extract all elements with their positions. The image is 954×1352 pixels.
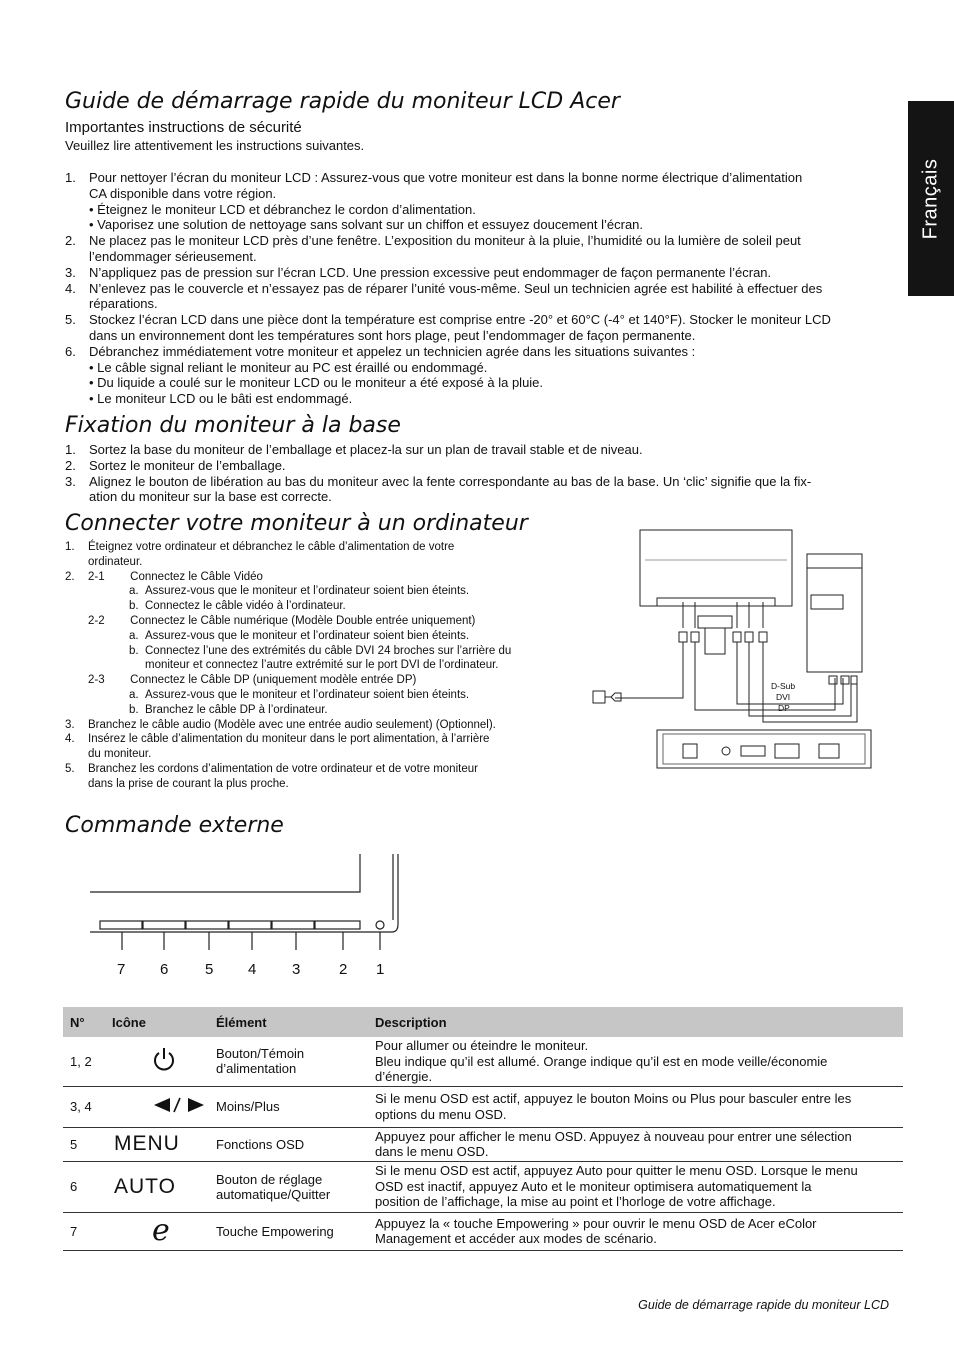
connect-line-number: 3.: [65, 718, 75, 731]
safety-item-line: Pour nettoyer l’écran du moniteur LCD : Assurez-vous que votre moniteur est dans la bonne norme électrique d’alimentation: [89, 170, 803, 185]
row-element-line: Touche Empowering: [216, 1223, 334, 1239]
row-description-line: Management et accéder aux modes de scénario.: [375, 1231, 657, 1246]
controls-table: [63, 1007, 903, 1251]
button-number-2: 2: [339, 961, 348, 978]
table-row: [63, 1161, 903, 1212]
connect-line-number: 5.: [65, 762, 75, 775]
fixation-item-number: 3.: [65, 473, 76, 489]
minus-plus-icon: [152, 1096, 208, 1117]
fixation-item-number: 1.: [65, 442, 76, 457]
dvi-label: DVI: [776, 692, 791, 702]
row-description-line: OSD est inactif, appuyez Auto et le moniteur optimisera automatiquement la: [375, 1178, 812, 1194]
monitor-back-panel: [640, 530, 792, 606]
fixation-item-number: 2.: [65, 457, 76, 473]
safety-item-line: Stockez l’écran LCD dans une pièce dont la température est comprise entre -20° et 60°C (-4° et 140°F). Stocker le moniteur LCD: [89, 312, 831, 328]
safety-item-number: 6.: [65, 343, 76, 359]
connect-line-text: Assurez-vous que le moniteur et l’ordinateur soient bien éteints.: [145, 629, 470, 642]
connect-line-number: 2.: [65, 570, 75, 583]
row-element-line: Bouton/Témoin: [216, 1046, 305, 1062]
row-description-line: dans le menu OSD.: [375, 1144, 489, 1159]
connect-line-text: Assurez-vous que le moniteur et l’ordinateur soient bien éteints.: [145, 585, 470, 598]
row-description-line: Bleu indique qu’il est allumé. Orange indique qu’il est en mode veille/économie: [375, 1053, 828, 1069]
row-description-line: Appuyez la « touche Empowering » pour ouvrir le menu OSD de Acer eColor: [375, 1215, 817, 1231]
safety-item-line: N’enlevez pas le couvercle et n’essayez pas de réparer l’unité vous-même. Seul un technicien agrée est habilité à effectuer des: [89, 280, 823, 296]
safety-list: [65, 170, 895, 407]
connect-line-number: 1.: [65, 541, 75, 553]
row-element-line: Bouton de réglage: [216, 1171, 323, 1187]
button-number-4: 4: [248, 961, 257, 978]
page-title: Guide de démarrage rapide du moniteur LCD Acer: [65, 89, 620, 114]
empowering-icon: e: [152, 1213, 170, 1248]
connect-list: [65, 540, 565, 792]
fixation-item-line: ation du moniteur sur la base est correcte.: [89, 489, 332, 505]
row-description-line: Si le menu OSD est actif, appuyez le bouton Moins ou Plus pour basculer entre les: [375, 1091, 852, 1106]
connect-line: [65, 673, 565, 688]
commande-heading: Commande externe: [65, 813, 284, 838]
safety-item-number: 3.: [65, 264, 76, 280]
row-icon-cell: [105, 1212, 209, 1250]
connect-line: [65, 703, 565, 718]
safety-item: [65, 281, 895, 313]
row-description-line: d’énergie.: [375, 1069, 433, 1084]
connect-line-text: 2-2 Connectez le Câble numérique (Modèle Double entrée uniquement): [88, 614, 476, 627]
safety-item-line: Ne placez pas le moniteur LCD près d’une fenêtre. L’exposition du moniteur à la pluie, l’humidité ou la lumière de soleil peut: [89, 233, 801, 249]
connect-line: [65, 718, 565, 733]
button-number-1: 1: [376, 961, 385, 978]
row-number: 3, 4: [70, 1099, 92, 1114]
pc-tower: [807, 554, 862, 672]
dsub-label: D-Sub: [771, 681, 796, 691]
connect-line-text: Éteignez votre ordinateur et débranchez le câble d’alimentation de votre: [88, 541, 455, 553]
safety-item: [65, 312, 895, 344]
safety-item-line: • Le moniteur LCD ou le bâti est endommagé.: [89, 391, 353, 407]
connect-line: [65, 732, 565, 747]
safety-item-line: l’endommager sérieusement.: [89, 248, 257, 264]
connect-line: [65, 629, 565, 644]
row-element-cell: [209, 1086, 367, 1127]
row-description-cell: [367, 1212, 903, 1250]
fixation-item: [65, 458, 895, 474]
connect-heading: Connecter votre moniteur à un ordinateur: [65, 511, 528, 536]
header-element: Élément: [216, 1014, 267, 1030]
connect-line-text: Insérez le câble d’alimentation du moniteur dans le port alimentation, à l’arrière: [88, 733, 490, 746]
header-description: Description: [375, 1014, 447, 1030]
header-number: N°: [70, 1014, 85, 1030]
row-element-line: Fonctions OSD: [216, 1136, 305, 1152]
safety-intro: Veuillez lire attentivement les instructions suivantes.: [65, 138, 365, 153]
safety-item: [65, 233, 895, 265]
header-icon: Icône: [112, 1014, 146, 1030]
fixation-heading: Fixation du moniteur à la base: [65, 413, 401, 438]
row-icon-cell: [105, 1161, 209, 1212]
menu-icon: MENU: [114, 1132, 180, 1155]
monitor-buttons-diagram: [88, 850, 403, 950]
safety-item-line: CA disponible dans votre région.: [89, 185, 277, 201]
row-element-line: automatique/Quitter: [216, 1186, 331, 1202]
connect-line-text: Branchez le câble audio (Modèle avec une entrée audio seulement) (Optionnel).: [88, 718, 496, 731]
connect-line: [65, 540, 565, 555]
safety-item-line: • Du liquide a coulé sur le moniteur LCD ou le moniteur a été exposé à la pluie.: [89, 375, 544, 391]
connect-line-text: ordinateur.: [88, 555, 143, 568]
safety-item-line: • Éteignez le moniteur LCD et débranchez le cordon d’alimentation.: [89, 201, 476, 217]
row-number: 1, 2: [70, 1053, 92, 1069]
row-description-line: Appuyez pour afficher le menu OSD. Appuyez à nouveau pour entrer une sélection: [375, 1128, 852, 1144]
row-element-line: Moins/Plus: [216, 1099, 280, 1114]
connect-line-text: Connectez l’une des extrémités du câble DVI 24 broches sur l’arrière du: [145, 644, 512, 657]
table-row: [63, 1037, 903, 1086]
row-number: 6: [70, 1179, 78, 1194]
connect-line: [65, 599, 565, 614]
safety-item-line: réparations.: [89, 296, 158, 312]
power-icon: [152, 1047, 176, 1076]
row-description-line: Pour allumer ou éteindre le moniteur.: [375, 1038, 589, 1053]
table-row: [63, 1212, 903, 1250]
connect-line-number: b.: [129, 644, 139, 657]
connect-line-number: a.: [129, 688, 139, 701]
page-footer: Guide de démarrage rapide du moniteur LCD: [638, 1298, 889, 1312]
button-number-7: 7: [117, 961, 126, 978]
row-element-line: d’alimentation: [216, 1061, 297, 1077]
row-description-cell: [367, 1086, 903, 1127]
row-icon-cell: [105, 1127, 209, 1161]
fixation-list: [65, 442, 895, 505]
row-number: 5: [70, 1136, 78, 1152]
row-number: 7: [70, 1223, 78, 1239]
connect-line-text: Branchez les cordons d’alimentation de votre ordinateur et de votre moniteur: [88, 762, 478, 775]
row-element-cell: [209, 1037, 367, 1086]
connect-line-text: moniteur et connectez l’autre extrémité sur le port DVI de l’ordinateur.: [145, 659, 499, 672]
connect-line: [65, 688, 565, 703]
connect-line: [65, 762, 565, 777]
safety-item: [65, 170, 895, 233]
connect-line: [65, 614, 565, 629]
connect-line-number: 4.: [65, 733, 75, 746]
connection-diagram: [585, 528, 875, 773]
connect-line-text: 2-3 Connectez le Câble DP (uniquement modèle entrée DP): [88, 674, 417, 687]
connect-line-text: Connectez le câble vidéo à l’ordinateur.: [145, 600, 346, 613]
connect-line: [65, 555, 565, 570]
safety-item-number: 1.: [65, 170, 76, 185]
safety-item-number: 5.: [65, 312, 76, 328]
fixation-item-line: Alignez le bouton de libération au bas du moniteur avec la fente correspondante au bas de la base. Un ‘clic’ signifie que la fix-: [89, 473, 812, 489]
fixation-item-line: Sortez le moniteur de l’emballage.: [89, 457, 286, 473]
connect-line-text: 2-1 Connectez le Câble Vidéo: [88, 570, 263, 583]
auto-icon: AUTO: [114, 1174, 176, 1198]
connect-line-number: b.: [129, 600, 139, 613]
connect-line: [65, 747, 565, 762]
row-element-cell: [209, 1127, 367, 1161]
button-number-6: 6: [160, 961, 169, 978]
connect-line-text: dans la prise de courant la plus proche.: [88, 777, 289, 790]
row-icon-cell: [105, 1086, 209, 1127]
connect-line-text: Branchez le câble DP à l’ordinateur.: [145, 703, 328, 716]
connect-line: [65, 570, 565, 585]
connect-line: [65, 644, 565, 659]
button-number-5: 5: [205, 961, 214, 978]
dp-label: DP: [778, 703, 790, 713]
connect-line: [65, 777, 565, 792]
table-row: [63, 1127, 903, 1161]
fixation-item-line: Sortez la base du moniteur de l’emballage et placez-la sur un plan de travail stable et de niveau.: [89, 442, 643, 457]
row-description-cell: [367, 1127, 903, 1161]
row-description-cell: [367, 1161, 903, 1212]
row-description-line: position de l’affichage, la mise au point et l’horloge de votre affichage.: [375, 1194, 776, 1210]
fixation-item: [65, 442, 895, 458]
row-description-line: Si le menu OSD est actif, appuyez Auto pour quitter le menu OSD. Lorsque le menu: [375, 1163, 858, 1179]
safety-item-line: dans un environnement dont les températures sont hors plage, peut l’endommager de façon permanente.: [89, 327, 696, 343]
row-element-cell: [209, 1212, 367, 1250]
safety-item: [65, 265, 895, 281]
row-icon-cell: [105, 1037, 209, 1086]
safety-item-line: N’appliquez pas de pression sur l’écran LCD. Une pression excessive peut endommager de façon permanente l’écran.: [89, 264, 772, 280]
button-number-3: 3: [292, 961, 301, 978]
connect-line-text: Assurez-vous que le moniteur et l’ordinateur soient bien éteints.: [145, 688, 470, 701]
connect-line: [65, 658, 565, 673]
row-description-cell: [367, 1037, 903, 1086]
row-element-cell: [209, 1161, 367, 1212]
safety-item-line: Débranchez immédiatement votre moniteur et appelez un technicien agrée dans les situations suivantes :: [89, 343, 696, 359]
language-tab-label: Français: [919, 158, 942, 239]
safety-item-number: 2.: [65, 233, 76, 249]
table-row: [63, 1086, 903, 1127]
safety-item: [65, 344, 895, 407]
connect-line-number: b.: [129, 703, 139, 716]
connect-line-number: a.: [129, 585, 139, 598]
row-description-line: options du menu OSD.: [375, 1106, 507, 1122]
connect-line-number: a.: [129, 629, 139, 642]
connect-line-text: du moniteur.: [88, 748, 152, 761]
safety-heading: Importantes instructions de sécurité: [65, 119, 302, 136]
table-header-row: [63, 1007, 903, 1037]
connect-line: [65, 584, 565, 599]
safety-item-number: 4.: [65, 280, 76, 296]
safety-item-line: • Le câble signal reliant le moniteur au PC est éraillé ou endommagé.: [89, 359, 488, 375]
language-tab: [908, 101, 954, 296]
fixation-item: [65, 474, 895, 506]
safety-item-line: • Vaporisez une solution de nettoyage sans solvant sur un chiffon et essuyez doucement l’écran.: [89, 217, 644, 233]
